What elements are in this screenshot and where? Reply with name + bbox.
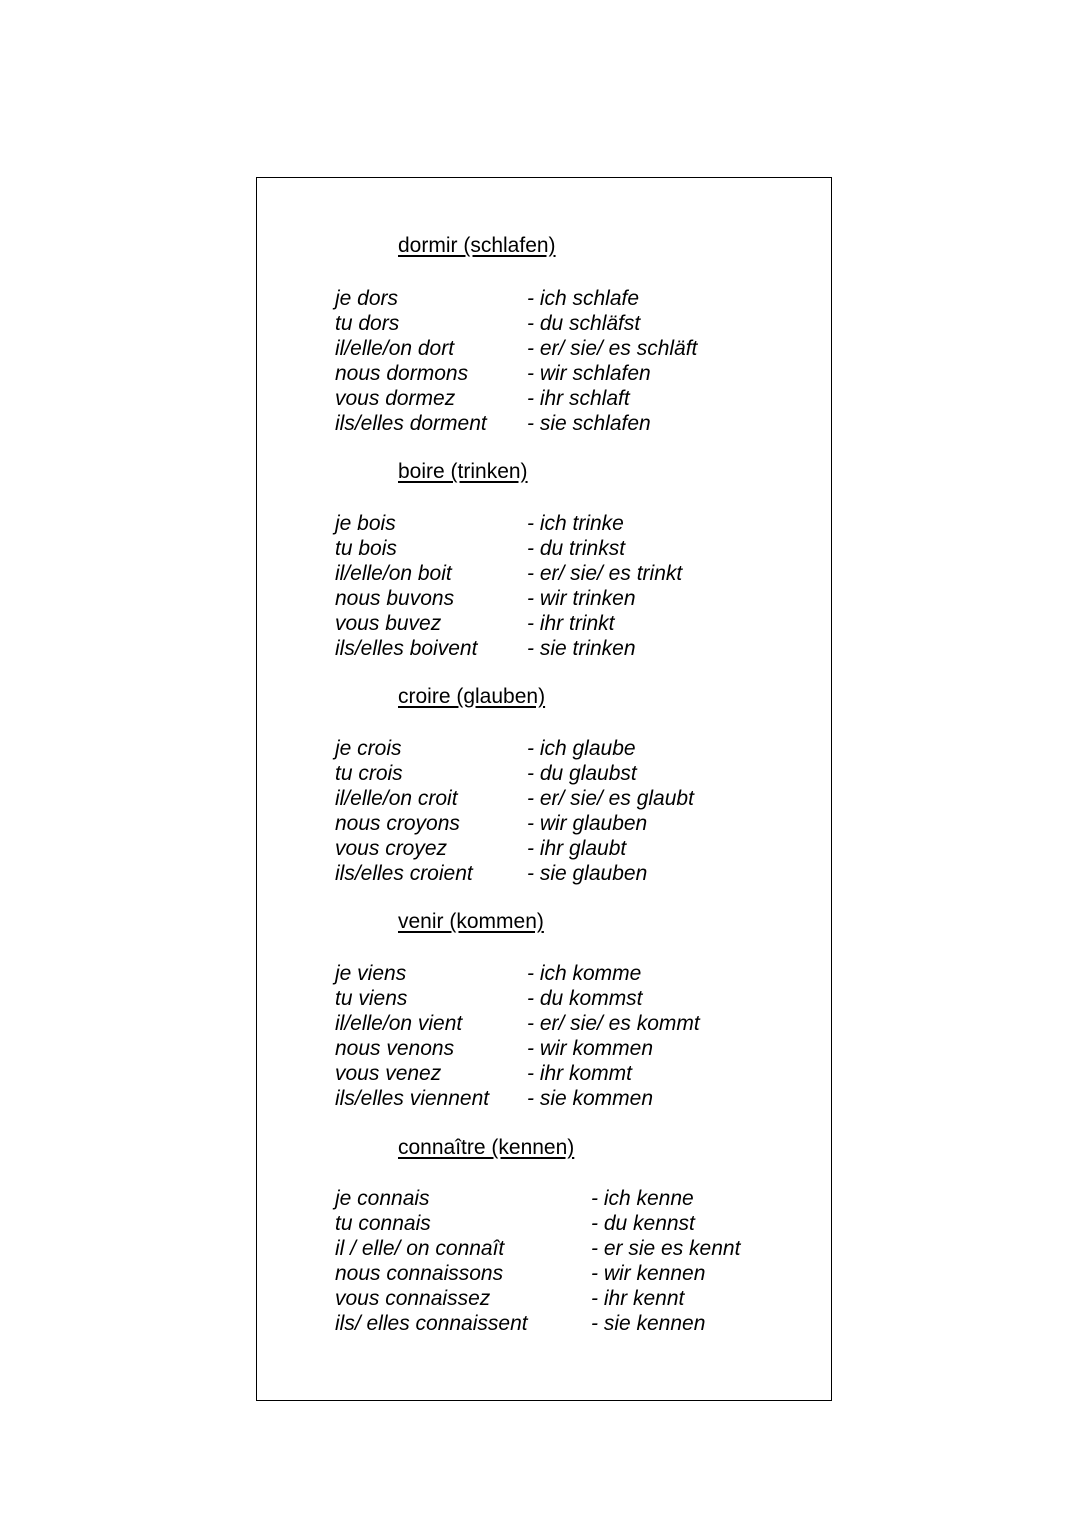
translation-line: - wir kennen — [591, 1262, 706, 1285]
conjugation-line: tu bois — [335, 537, 397, 560]
translation-line: - wir kommen — [527, 1037, 654, 1060]
french-conjugation-connaitre — [335, 1186, 528, 1336]
conjugation-line: ils/elles dorment — [335, 412, 487, 435]
conjugation-line: vous connaissez — [335, 1287, 491, 1310]
translation-line: - wir schlafen — [527, 362, 651, 385]
conjugation-line: nous buvons — [335, 587, 455, 610]
translation-line: - er/ sie/ es trinkt — [527, 562, 683, 585]
conjugation-line: tu viens — [335, 987, 408, 1010]
conjugation-line: il/elle/on boit — [335, 562, 452, 585]
french-conjugation-boire — [335, 511, 477, 661]
verb-title-dormir: dormir (schlafen) — [398, 234, 556, 257]
translation-line: - du schläfst — [527, 312, 641, 335]
translation-line: - du glaubst — [527, 762, 637, 785]
conjugation-line: tu dors — [335, 312, 400, 335]
conjugation-line: vous dormez — [335, 387, 456, 410]
conjugation-line: je dors — [335, 287, 399, 310]
translation-line: - wir glauben — [527, 812, 648, 835]
translation-line: - sie schlafen — [527, 412, 651, 435]
conjugation-line: je crois — [335, 737, 402, 760]
translation-line: - wir trinken — [527, 587, 636, 610]
french-conjugation-croire — [335, 736, 473, 886]
translation-line: - er/ sie/ es glaubt — [527, 787, 694, 810]
conjugation-line: nous dormons — [335, 362, 469, 385]
conjugation-line: nous connaissons — [335, 1262, 504, 1285]
conjugation-line: ils/elles viennent — [335, 1087, 490, 1110]
translation-line: - er/ sie/ es schläft — [527, 337, 698, 360]
conjugation-line: je viens — [335, 962, 407, 985]
translation-line: - ich schlafe — [527, 287, 640, 310]
translation-line: - ich glaube — [527, 737, 636, 760]
translation-line: - ich komme — [527, 962, 642, 985]
translation-line: - du kommst — [527, 987, 643, 1010]
translation-line: - ihr glaubt — [527, 837, 627, 860]
translation-line: - er/ sie/ es kommt — [527, 1012, 700, 1035]
translation-line: - du trinkst — [527, 537, 626, 560]
conjugation-line: ils/ elles connaissent — [335, 1312, 528, 1335]
french-conjugation-venir — [335, 961, 489, 1111]
conjugation-line: je bois — [335, 512, 396, 535]
conjugation-line: ils/elles boivent — [335, 637, 478, 660]
german-translation-croire — [527, 736, 694, 886]
verb-title-venir: venir (kommen) — [398, 910, 544, 933]
german-translation-venir — [527, 961, 700, 1111]
translation-line: - sie kommen — [527, 1087, 654, 1110]
german-translation-boire — [527, 511, 682, 661]
german-translation-connaitre — [591, 1186, 740, 1336]
translation-line: - sie kennen — [591, 1312, 706, 1335]
verb-title-connaitre: connaître (kennen) — [398, 1136, 575, 1159]
translation-line: - sie trinken — [527, 637, 636, 660]
german-translation-dormir — [527, 286, 697, 436]
verb-title-boire: boire (trinken) — [398, 460, 528, 483]
translation-line: - ich trinke — [527, 512, 624, 535]
french-conjugation-dormir — [335, 286, 487, 436]
conjugation-line: il/elle/on dort — [335, 337, 455, 360]
translation-line: - ihr schlaft — [527, 387, 630, 410]
conjugation-line: il / elle/ on connaît — [335, 1237, 505, 1260]
conjugation-line: vous buvez — [335, 612, 442, 635]
conjugation-line: nous venons — [335, 1037, 455, 1060]
conjugation-line: je connais — [335, 1187, 430, 1210]
translation-line: - er sie es kennt — [591, 1237, 741, 1260]
conjugation-line: vous venez — [335, 1062, 442, 1085]
conjugation-line: vous croyez — [335, 837, 448, 860]
translation-line: - ich kenne — [591, 1187, 694, 1210]
conjugation-line: ils/elles croient — [335, 862, 473, 885]
conjugation-line: tu connais — [335, 1212, 431, 1235]
conjugation-line: il/elle/on croit — [335, 787, 458, 810]
translation-line: - ihr trinkt — [527, 612, 615, 635]
conjugation-line: il/elle/on vient — [335, 1012, 463, 1035]
translation-line: - ihr kennt — [591, 1287, 685, 1310]
conjugation-line: nous croyons — [335, 812, 460, 835]
translation-line: - du kennst — [591, 1212, 695, 1235]
conjugation-line: tu crois — [335, 762, 403, 785]
translation-line: - ihr kommt — [527, 1062, 632, 1085]
verb-title-croire: croire (glauben) — [398, 685, 546, 708]
translation-line: - sie glauben — [527, 862, 648, 885]
